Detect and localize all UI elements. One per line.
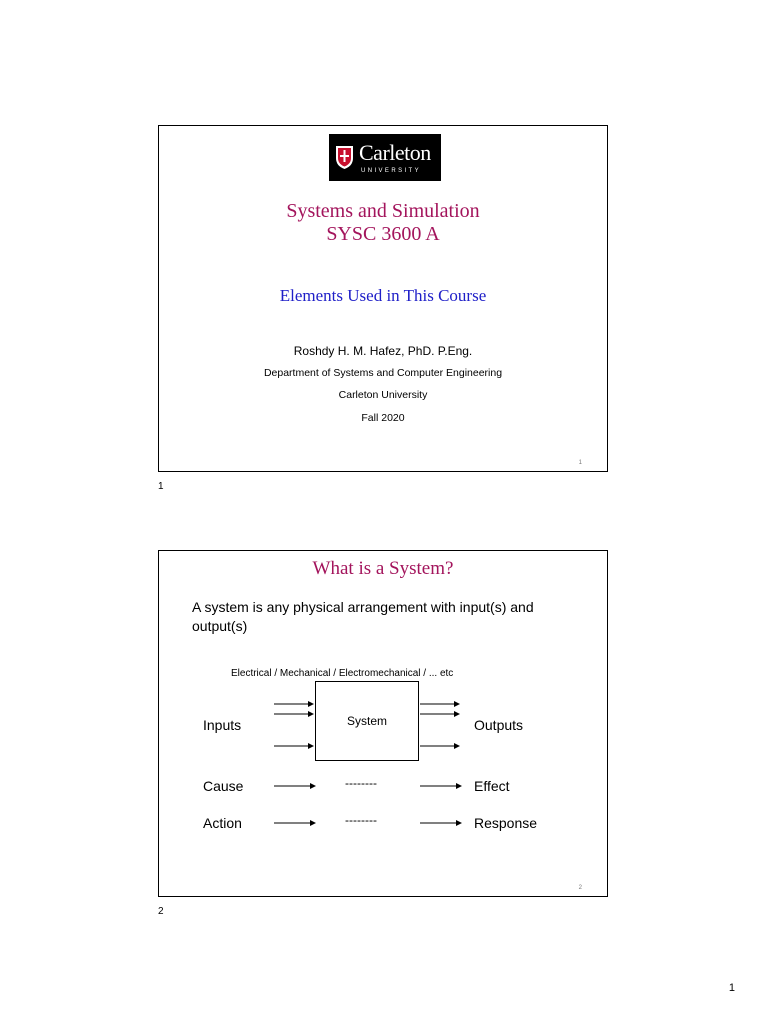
response-label: Response [474,815,538,831]
slide-number-label: 1 [158,481,164,492]
effect-label: Effect [474,778,510,794]
definition-line1: A system is any physical arrangement with input(s) and [192,599,534,615]
page-number: 1 [728,982,735,994]
term: Fall 2020 [361,412,405,424]
cause-dashes: -------- [345,776,377,790]
slide-corner-number: 1 [578,460,582,466]
crest-icon [335,144,354,170]
carleton-logo [329,134,441,181]
author-name: Roshdy H. M. Hafez, PhD. P.Eng. [293,344,473,358]
slide-title: What is a System? [312,558,454,579]
system-block-label: System [346,714,387,728]
slide-2 [158,550,608,897]
input-arrows [274,704,313,746]
logo-wordmark: Carleton [359,140,431,165]
logo-subtext: UNIVERSITY [361,168,422,174]
slide-1 [158,125,608,472]
system-block [315,681,419,761]
definition-line2: output(s) [192,618,248,634]
system-types: Electrical / Mechanical / Electromechanical / ... etc [231,668,454,679]
slide-number-label: 2 [158,906,164,917]
outputs-label: Outputs [474,717,524,733]
inputs-label: Inputs [203,717,242,733]
slide-corner-number: 2 [578,885,582,891]
course-title-line1: Systems and Simulation [286,200,480,222]
output-arrows [420,704,459,746]
department-name: Department of Systems and Computer Engineering [263,367,503,379]
university-name: Carleton University [338,389,428,401]
action-label: Action [203,815,242,831]
slide-subtitle: Elements Used in This Course [279,286,487,305]
course-title-line2: SYSC 3600 A [326,223,440,245]
action-dashes: -------- [345,813,377,827]
cause-label: Cause [203,778,244,794]
course-title [159,200,607,246]
